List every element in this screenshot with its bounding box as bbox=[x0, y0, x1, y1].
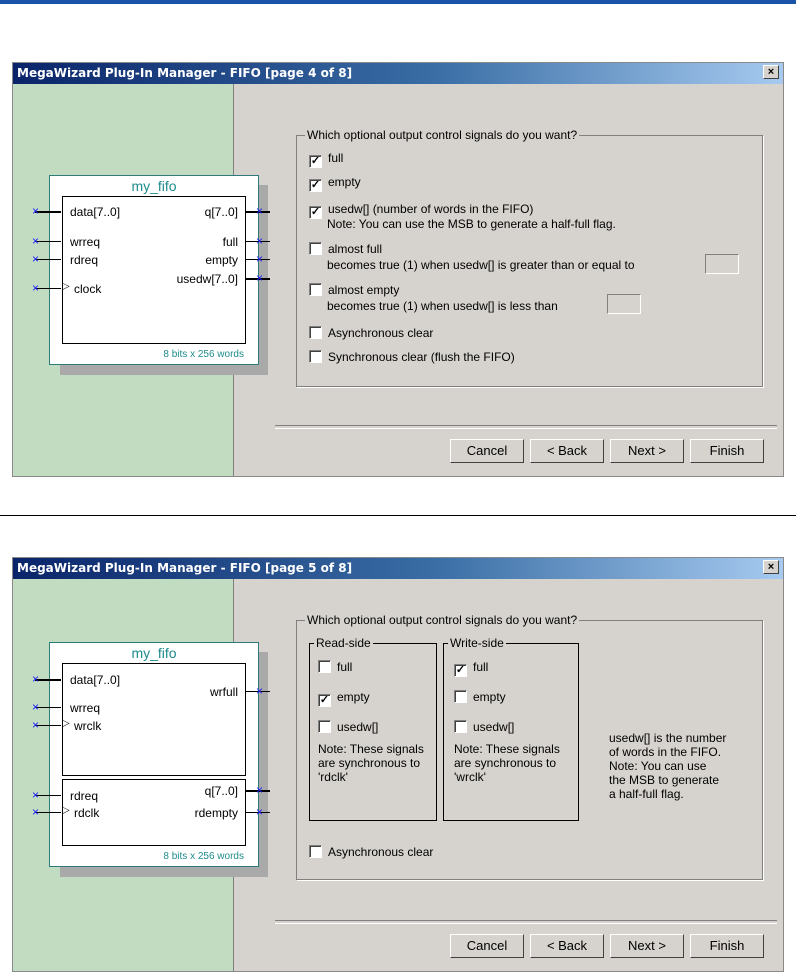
pin-q: q[7..0] bbox=[204, 205, 238, 219]
check-icon: ✓ bbox=[319, 694, 330, 706]
button-divider bbox=[275, 920, 777, 924]
checkbox-label: Asynchronous clear bbox=[328, 845, 434, 859]
group-title: Which optional output control signals do you want? bbox=[307, 613, 578, 627]
output-signals-group bbox=[296, 128, 763, 387]
top-rule bbox=[0, 0, 796, 4]
checkbox-label: empty bbox=[337, 690, 370, 704]
pin-rdclk: rdclk bbox=[74, 806, 100, 820]
port-x-icon: × bbox=[31, 700, 39, 714]
pin-q: q[7..0] bbox=[204, 784, 238, 798]
pin-rdreq: rdreq bbox=[70, 789, 99, 803]
check-icon bbox=[309, 845, 322, 858]
checkbox-label: full bbox=[337, 660, 353, 674]
checkbox-label: usedw[] bbox=[337, 720, 379, 734]
port-x-icon: × bbox=[255, 783, 263, 797]
close-button[interactable] bbox=[763, 560, 779, 574]
checkbox-label: usedw[] bbox=[473, 720, 515, 734]
write-side-title: Write-side bbox=[450, 636, 504, 650]
checkbox-async-clear[interactable] bbox=[309, 845, 433, 859]
port-x-icon: × bbox=[255, 271, 263, 285]
pin-usedw: usedw[7..0] bbox=[176, 272, 238, 286]
almost-full-note: becomes true (1) when usedw[] is greater than or equal to bbox=[327, 258, 635, 272]
dialog-title: MegaWizard Plug-In Manager - FIFO [page 4 of 8] bbox=[13, 63, 783, 84]
clock-triangle-icon: ▷ bbox=[62, 281, 70, 292]
check-icon: ✓ bbox=[455, 664, 466, 676]
dialog-title: MegaWizard Plug-In Manager - FIFO [page 5 of 8] bbox=[13, 558, 783, 579]
write-checkbox-usedw[interactable] bbox=[454, 720, 514, 734]
check-icon: ✓ bbox=[310, 206, 321, 218]
checkbox-label: empty bbox=[473, 690, 506, 704]
port-x-icon: × bbox=[31, 718, 39, 732]
almost-empty-note: becomes true (1) when usedw[] is less than bbox=[327, 299, 558, 313]
write-checkbox-full[interactable] bbox=[454, 660, 488, 677]
read-side-group bbox=[309, 636, 437, 821]
finish-button[interactable]: Finish bbox=[690, 439, 764, 463]
check-icon bbox=[309, 242, 322, 255]
pin-rdempty: rdempty bbox=[194, 806, 238, 820]
section-separator bbox=[0, 515, 796, 516]
checkbox-label: almost empty bbox=[328, 283, 400, 297]
cancel-button[interactable]: Cancel bbox=[450, 439, 524, 463]
usedw-note: Note: You can use the MSB to generate a half-full flag. bbox=[327, 217, 616, 231]
check-icon bbox=[309, 350, 322, 363]
close-icon: × bbox=[767, 561, 775, 573]
checkbox-empty[interactable] bbox=[309, 175, 361, 192]
check-icon bbox=[309, 283, 322, 296]
port-x-icon: × bbox=[31, 234, 39, 248]
checkbox-label: usedw[] (number of words in the FIFO) bbox=[328, 202, 534, 216]
clock-triangle-icon: ▷ bbox=[62, 805, 70, 816]
almost-full-threshold-input[interactable] bbox=[705, 254, 739, 274]
pin-data: data[7..0] bbox=[70, 673, 121, 687]
cancel-button[interactable]: Cancel bbox=[450, 934, 524, 958]
read-checkbox-full[interactable] bbox=[318, 660, 352, 674]
port-x-icon: × bbox=[31, 281, 39, 295]
check-icon bbox=[309, 326, 322, 339]
check-icon bbox=[454, 690, 467, 703]
pin-empty: empty bbox=[205, 253, 238, 267]
checkbox-label: full bbox=[328, 151, 344, 165]
write-side-group bbox=[443, 636, 579, 821]
fifo-symbol bbox=[49, 642, 259, 867]
almost-empty-threshold-input[interactable] bbox=[607, 294, 641, 314]
port-x-icon: × bbox=[31, 788, 39, 802]
write-checkbox-empty[interactable] bbox=[454, 690, 506, 704]
pin-wrreq: wrreq bbox=[70, 701, 101, 715]
pin-wrreq: wrreq bbox=[70, 235, 101, 249]
pin-clock: clock bbox=[74, 282, 102, 296]
pin-wrclk: wrclk bbox=[74, 719, 102, 733]
wizard-dialog-page-5 bbox=[12, 557, 784, 972]
checkbox-sync-clear[interactable] bbox=[309, 350, 515, 364]
group-title: Which optional output control signals do you want? bbox=[307, 128, 578, 142]
pin-rdreq: rdreq bbox=[70, 253, 99, 267]
finish-button[interactable]: Finish bbox=[690, 934, 764, 958]
read-checkbox-empty[interactable] bbox=[318, 690, 370, 707]
checkbox-label: almost full bbox=[328, 242, 383, 256]
wizard-dialog-page-4 bbox=[12, 62, 784, 477]
usedw-description: usedw[] is the number of words in the FIFO. Note: You can use the MSB to generate a half-full flag. bbox=[609, 731, 727, 801]
checkbox-async-clear[interactable] bbox=[309, 326, 433, 340]
port-x-icon: × bbox=[255, 252, 263, 266]
next-button[interactable]: Next > bbox=[610, 439, 684, 463]
check-icon bbox=[454, 720, 467, 733]
port-x-icon: × bbox=[31, 204, 39, 218]
fifo-symbol bbox=[49, 175, 259, 365]
back-button[interactable]: < Back bbox=[530, 439, 604, 463]
port-x-icon: × bbox=[31, 805, 39, 819]
symbol-footer: 8 bits x 256 words bbox=[163, 851, 244, 862]
check-icon bbox=[318, 720, 331, 733]
pin-data: data[7..0] bbox=[70, 205, 121, 219]
port-x-icon: × bbox=[255, 204, 263, 218]
next-button[interactable]: Next > bbox=[610, 934, 684, 958]
port-x-icon: × bbox=[31, 252, 39, 266]
symbol-footer: 8 bits x 256 words bbox=[163, 349, 244, 360]
port-x-icon: × bbox=[255, 234, 263, 248]
checkbox-full[interactable] bbox=[309, 151, 343, 168]
check-icon: ✓ bbox=[310, 179, 321, 191]
symbol-name: my_fifo bbox=[131, 178, 177, 194]
checkbox-label: Synchronous clear (flush the FIFO) bbox=[328, 350, 515, 364]
port-x-icon: × bbox=[31, 672, 39, 686]
pin-wrfull: wrfull bbox=[209, 685, 238, 699]
read-side-note: Note: These signals are synchronous to 'rdclk' bbox=[318, 742, 424, 784]
check-icon bbox=[318, 660, 331, 673]
output-signals-group bbox=[296, 613, 763, 880]
back-button[interactable]: < Back bbox=[530, 934, 604, 958]
close-icon: × bbox=[767, 66, 775, 78]
check-icon: ✓ bbox=[310, 155, 321, 167]
pin-full: full bbox=[222, 235, 238, 249]
read-side-title: Read-side bbox=[316, 636, 371, 650]
button-divider bbox=[275, 425, 777, 429]
checkbox-almost-full[interactable] bbox=[309, 242, 382, 256]
clock-triangle-icon: ▷ bbox=[62, 718, 70, 729]
port-x-icon: × bbox=[255, 805, 263, 819]
symbol-name: my_fifo bbox=[131, 645, 177, 661]
checkbox-label: empty bbox=[328, 175, 361, 189]
checkbox-almost-empty[interactable] bbox=[309, 283, 399, 297]
read-checkbox-usedw[interactable] bbox=[318, 720, 378, 734]
port-x-icon: × bbox=[255, 684, 263, 698]
checkbox-label: Asynchronous clear bbox=[328, 326, 434, 340]
checkbox-label: full bbox=[473, 660, 489, 674]
write-side-note: Note: These signals are synchronous to 'wrclk' bbox=[454, 742, 560, 784]
close-button[interactable] bbox=[763, 65, 779, 79]
